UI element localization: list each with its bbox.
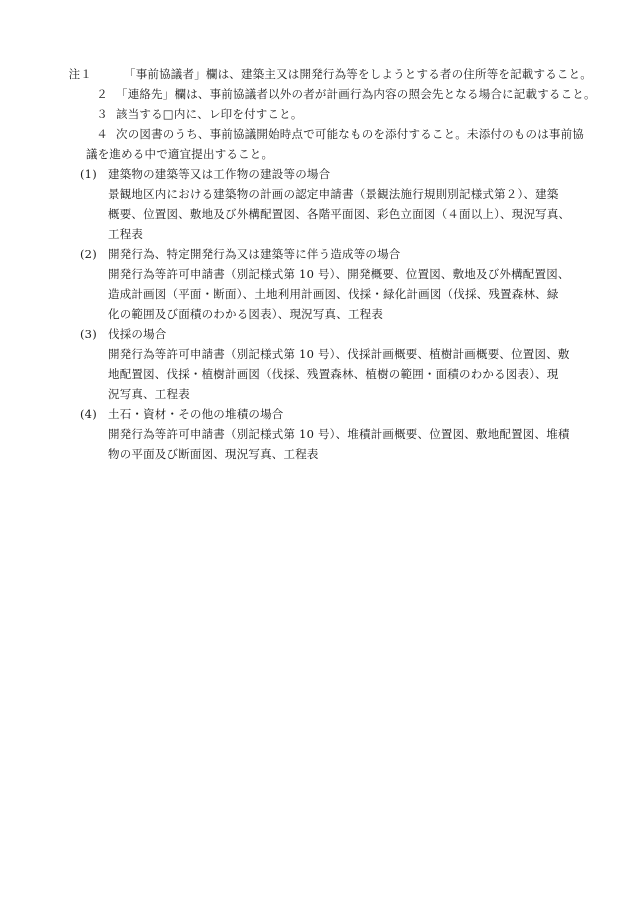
subitem-4-body-line-1: 開発行為等許可申請書（別記様式第 10 号）、堆積計画概要、位置図、敷地配置図、堆積 (108, 427, 570, 441)
subitem-2-body-line-3: 化の範囲及び面積のわかる図表）、現況写真、工程表 (108, 307, 384, 321)
subitem-3-body-line-2: 地配置図、伐採・植樹計画図（伐採、残置森林、植樹の範囲・面積のわかる図表）、現 (108, 367, 559, 381)
subitem-4 (80, 404, 582, 424)
notes-label: 注１ (68, 67, 92, 81)
subitem-3-body-line-1: 開発行為等許可申請書（別記様式第 10 号）、伐採計画概要、植樹計画概要、位置図、敷 (108, 347, 570, 361)
notes-section (62, 64, 596, 464)
subitem-3-heading: 伐採の場合 (108, 327, 167, 341)
subitem-1-heading: 建築物の建築等又は工作物の建設等の場合 (108, 167, 331, 181)
subitem-4-number: (4) (80, 407, 97, 421)
subitem-2-body-line-2: 造成計画図（平面・断面）、土地利用計画図、伐採・緑化計画図（伐採、残置森林、緑 (108, 287, 559, 301)
note-3-number: ３ (96, 107, 108, 121)
note-1-text: 「事前協議者」欄は、建築主又は開発行為等をしようとする者の住所等を記載すること。 (124, 67, 592, 81)
subitem-1-body-line-2: 概要、位置図、敷地及び外構配置図、各階平面図、彩色立面図（４面以上）、現況写真、 (108, 207, 571, 221)
subitem-3-number: (3) (80, 327, 97, 341)
subitem-4-heading: 土石・資材・その他の堆積の場合 (108, 407, 284, 421)
subitem-1-number: (1) (80, 167, 97, 181)
subitem-1 (80, 164, 582, 184)
note-1 (62, 64, 592, 84)
note-4-text-line-2: 議を進める中で適宜提出すること。 (86, 147, 274, 161)
subitem-2-heading: 開発行為、特定開発行為又は建築等に伴う造成等の場合 (108, 247, 401, 261)
note-2-number: ２ (96, 87, 108, 101)
subitem-2-number: (2) (80, 247, 97, 261)
note-2 (62, 84, 596, 104)
subitem-1-body-line-1: 景観地区内における建築物の計画の認定申請書（景観法施行規則別記様式第２）、建築 (108, 187, 559, 201)
note-4-number: ４ (96, 127, 108, 141)
subitem-3 (80, 324, 582, 344)
note-3 (62, 104, 582, 124)
note-3-text: 該当する□内に、レ印を付すこと。 (116, 107, 303, 121)
subitem-1-body-line-3: 工程表 (108, 227, 144, 241)
note-4-text-line-1: 次の図書のうち、事前協議開始時点で可能なものを添付すること。未添付のものは事前協 (116, 127, 584, 141)
note-4 (62, 124, 582, 144)
subitem-2-body-line-1: 開発行為等許可申請書（別記様式第 10 号）、開発概要、位置図、敷地及び外構配置図、 (108, 267, 570, 281)
subitem-4-body-line-2: 物の平面及び断面図、現況写真、工程表 (108, 447, 319, 461)
subitem-2 (80, 244, 582, 264)
note-2-text: 「連絡先」欄は、事前協議者以外の者が計画行為内容の照会先となる場合に記載すること。 (116, 87, 596, 101)
subitem-3-body-line-3: 況写真、工程表 (108, 387, 190, 401)
